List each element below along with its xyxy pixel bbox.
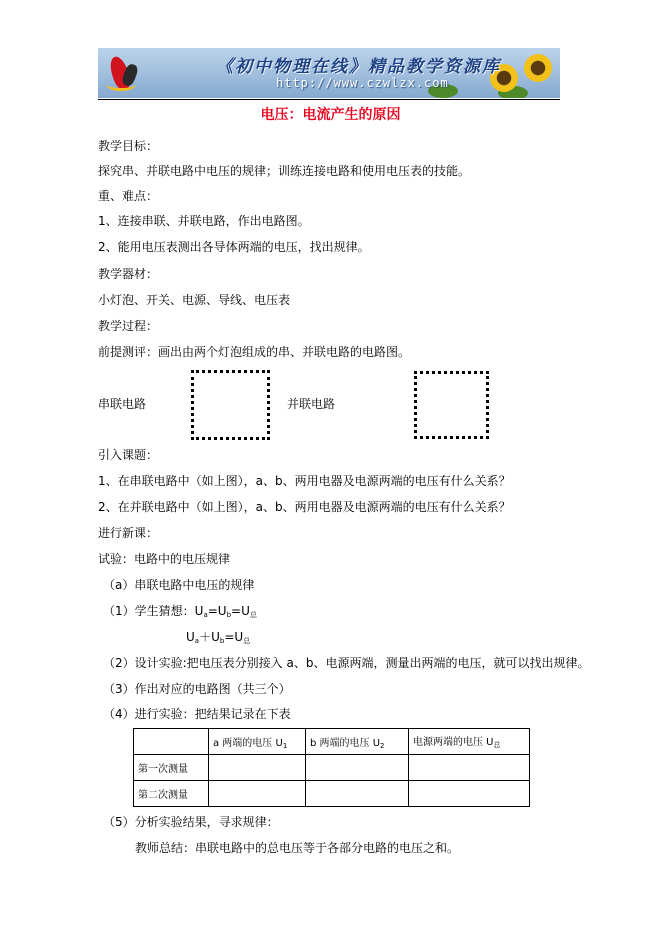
table-cell (209, 755, 306, 781)
table-header-cell (134, 729, 209, 755)
page-title: 电压：电流产生的原因 (260, 107, 401, 123)
goal-text: 探究串、并联电路中电压的规律；训练连接电路和使用电压表的技能。 (98, 164, 471, 178)
intro-question-1: 1、在串联电路中（如上图），a、b、两用电器及电源两端的电压有什么关系？ (98, 474, 511, 488)
step-3: （3）作出对应的电路图（共三个） (103, 682, 291, 696)
intro-question-2: 2、在并联电路中（如上图），a、b、两用电器及电源两端的电压有什么关系？ (98, 500, 511, 514)
guess-line-1: （1）学生猜想：$U_a=U_b=U_总$ (103, 604, 257, 619)
teacher-summary: 教师总结：串联电路中的总电压等于各部分电路的电压之和。 (135, 841, 460, 855)
series-circuit-label: 串联电路 (98, 397, 147, 411)
equipment-heading: 教学器材： (98, 267, 159, 281)
step-2: （2）设计实验:把电压表分别接入 a、b、电源两端，测量出两端的电压，就可以找出规律。 (103, 656, 590, 670)
table-header-cell: 电源两端的电压 $U_总$ (409, 729, 530, 755)
sunflower-icon (524, 54, 552, 82)
new-lesson-heading: 进行新课： (98, 526, 159, 540)
banner-title: 《初中物理在线》精品教学资源库 (216, 57, 501, 77)
intro-heading: 引入课题： (98, 448, 159, 462)
experiment-title: 试验：电路中的电压规律 (98, 552, 231, 566)
goal-heading: 教学目标： (98, 139, 159, 153)
guess-line-2: $U_a+U_b=U_总$ (186, 630, 251, 645)
table-cell (209, 781, 306, 807)
header-banner (98, 48, 560, 98)
table-header-row (134, 729, 530, 755)
equipment-text: 小灯泡、开关、电源、导线、电压表 (98, 293, 291, 307)
logo-swoosh-icon (106, 78, 136, 91)
table-row-label: 第一次测量 (134, 755, 209, 781)
table-header-cell: b 两端的电压 $U_2$ (306, 729, 409, 755)
pretest-text: 前提测评：画出由两个灯泡组成的串、并联电路的电路图。 (98, 345, 411, 359)
parallel-drawing-box (414, 371, 489, 439)
table-row (134, 781, 530, 807)
key-item-1: 1、连接串联、并联电路，作出电路图。 (98, 214, 310, 228)
step-4: （4）进行实验：把结果记录在下表 (103, 707, 291, 721)
guess-label: （1）学生猜想： (103, 604, 195, 618)
table-cell (409, 781, 530, 807)
parallel-circuit-label: 并联电路 (287, 397, 336, 411)
process-heading: 教学过程： (98, 319, 159, 333)
key-item-2: 2、能用电压表测出各导体两端的电压，找出规律。 (98, 240, 370, 254)
table-cell (409, 755, 530, 781)
banner-url[interactable]: http://www.czwlzx.com (276, 76, 449, 90)
header-rule (98, 99, 560, 100)
table-cell (306, 781, 409, 807)
table-cell (306, 755, 409, 781)
key-heading: 重、难点： (98, 189, 159, 203)
series-drawing-box (191, 370, 270, 440)
table-header-cell: a 两端的电压 $U_1$ (209, 729, 306, 755)
table-row-label: 第二次测量 (134, 781, 209, 807)
step-5: （5）分析实验结果，寻求规律： (103, 815, 279, 829)
results-table (133, 728, 530, 807)
part-a-heading: （a）串联电路中电压的规律 (103, 578, 255, 592)
table-row (134, 755, 530, 781)
